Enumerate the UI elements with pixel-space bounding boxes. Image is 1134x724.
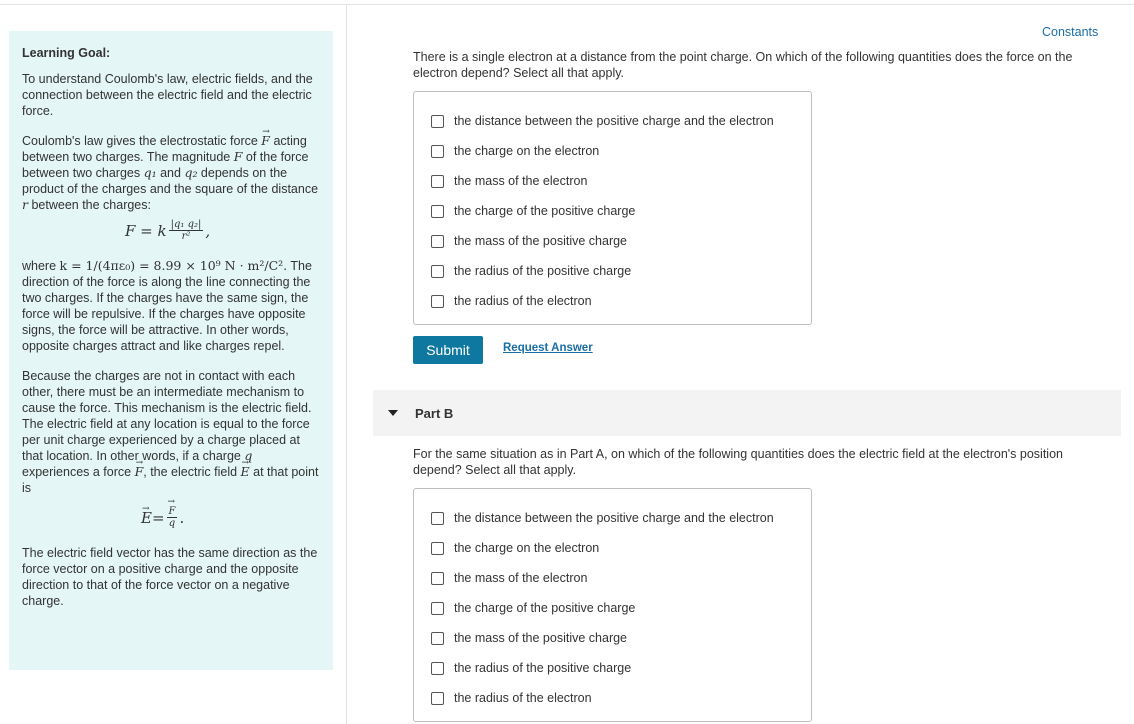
charge-q-symbol: q [244,448,253,463]
part-b-choice[interactable]: the charge of the positive charge [414,593,811,623]
checkbox[interactable] [431,542,444,555]
coulomb-fraction: $\frac{\text{|q₁ q₂|}}{\text{r²}}$ [170,219,202,242]
part-b-choice[interactable]: the radius of the positive charge [414,653,811,683]
force-magnitude-symbol: F [233,149,243,164]
checkbox[interactable] [431,632,444,645]
checkbox[interactable] [431,115,444,128]
caret-down-icon[interactable] [388,410,398,416]
field-equation: → E = → $\frac{F}{q}$ . [22,506,321,529]
part-a-choices [413,91,812,325]
checkbox[interactable] [431,692,444,705]
field-direction-paragraph: The electric field vector has the same direction as the force vector on a positive charge and the opposite direction to that of the force vector on a negative charge. [22,546,318,608]
checkbox[interactable] [431,145,444,158]
field-fraction: → $\frac{F}{q}$ [167,506,178,529]
field-vector-symbol: → E [241,464,250,480]
checkbox[interactable] [431,205,444,218]
constant-k-paragraph: where k = 1/(4πε₀) = 8.99 × 10⁹ N · m²/C². The direction of the force is along the line connecting the two charges. If the charges have the same sign, the force will be repulsive. If the charges have opposite signs, the force will be attractive. In other words, opposite charges attract and like charges repel. [22,258,312,353]
part-a-choice[interactable]: the mass of the electron [414,166,811,196]
column-divider [346,4,347,724]
checkbox[interactable] [431,602,444,615]
checkbox[interactable] [431,662,444,675]
part-b-choice[interactable]: the radius of the electron [414,683,811,713]
force-vector-symbol: → F [261,133,270,149]
checkbox[interactable] [431,512,444,525]
top-divider [0,4,1134,5]
part-b-choices [413,488,812,722]
part-a-choice[interactable]: the distance between the positive charge and the electron [414,106,811,136]
part-b-title: Part B [415,405,454,421]
part-a-question: There is a single electron at a distance from the point charge. On which of the following quantities does the force on the electron depend? Select all that apply. [413,50,1073,80]
part-b-choice[interactable]: the distance between the positive charge and the electron [414,503,811,533]
distance-r-symbol: r [22,197,28,212]
force-vector-symbol: → F [135,464,144,480]
learning-goal-intro: To understand Coulomb's law, electric fields, and the connection between the electric field and the electric force. [22,72,313,118]
part-b-header[interactable] [373,390,1121,436]
checkbox[interactable] [431,175,444,188]
checkbox[interactable] [431,572,444,585]
charge-q1-symbol: q₁ [143,165,157,180]
part-a-choice[interactable]: the charge of the positive charge [414,196,811,226]
coulomb-equation: F = k $\frac{\text{|q₁ q₂|}}{\text{r²}}$ , [125,219,211,242]
checkbox[interactable] [431,265,444,278]
checkbox[interactable] [431,235,444,248]
part-b-choice[interactable]: the charge on the electron [414,533,811,563]
constants-link[interactable]: Constants [1042,25,1099,39]
part-a-choice[interactable]: the radius of the positive charge [414,256,811,286]
charge-q2-symbol: q₂ [184,165,198,180]
part-a-choice[interactable]: the mass of the positive charge [414,226,811,256]
part-b-question: For the same situation as in Part A, on which of the following quantities does the electric field at the electron's position depend? Select all that apply. [413,447,1063,477]
submit-button[interactable]: Submit [413,336,483,364]
k-constant-value: k = 1/(4πε₀) = 8.99 × 10⁹ N · m²/C². [59,258,288,273]
checkbox[interactable] [431,295,444,308]
part-b-choice[interactable]: the mass of the positive charge [414,623,811,653]
request-answer-link[interactable]: Request Answer [503,342,593,354]
learning-goal-panel [9,31,333,670]
learning-goal-title: Learning Goal: [22,46,111,60]
electric-field-paragraph: Because the charges are not in contact with each other, there must be an intermediate mechanism to cause the force. This mechanism is the electric field. The electric field at any location is equal to the force per unit charge experienced by a charge placed at that location. In other words, if a charge q experiences a force → F, the electric field → E at that point is [22,368,321,496]
part-a-choice[interactable]: the radius of the electron [414,286,811,316]
coulomb-law-paragraph: Coulomb's law gives the electrostatic force → F acting between two charges. The magnitude F of the force between two charges q₁ and q₂ depends on the product of the charges and the square of the distance r between the charges: [22,133,321,213]
part-b-choice[interactable]: the mass of the electron [414,563,811,593]
part-a-choice[interactable]: the charge on the electron [414,136,811,166]
